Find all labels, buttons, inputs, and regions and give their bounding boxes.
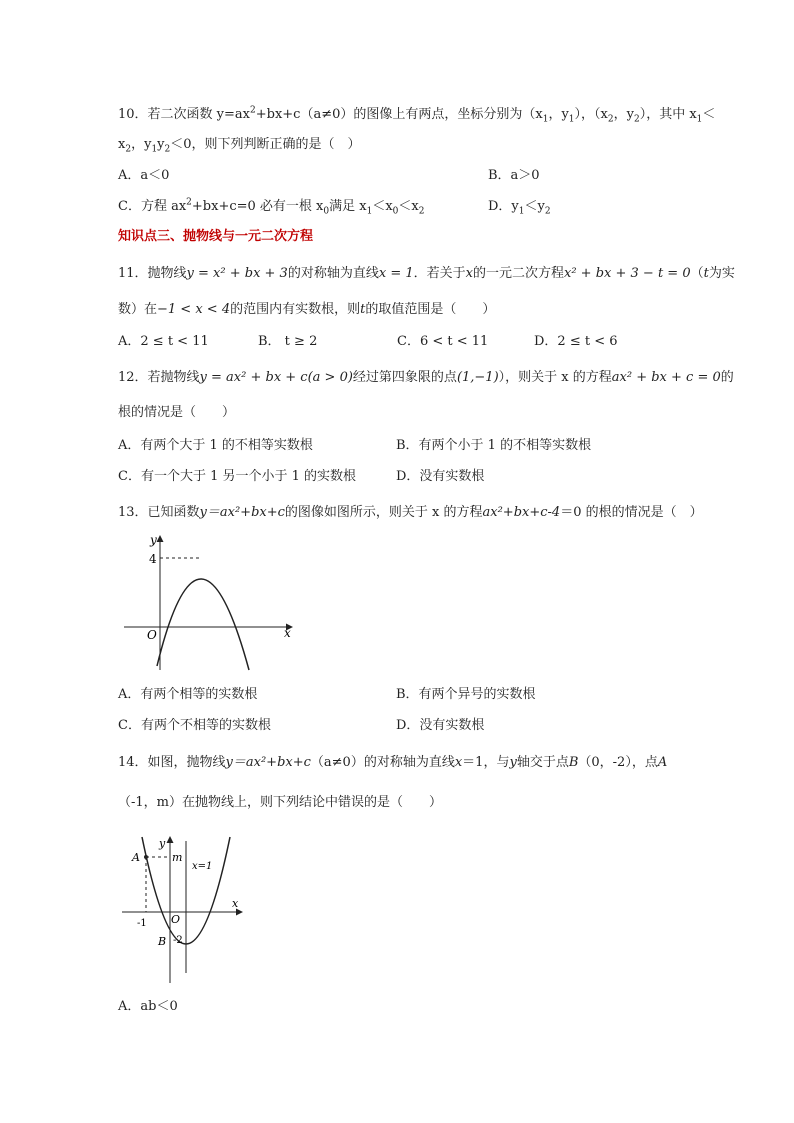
q13-stem-text: 13．已知函数 — [118, 505, 200, 520]
q10-option-c-text: ＜x — [372, 199, 393, 214]
q11-stem-text: 的取值范围是（ ） — [365, 302, 496, 317]
q12-equation: ax² + bx + c = 0 — [611, 370, 721, 385]
q10-option-d-text: D．y — [488, 199, 519, 214]
q14-neg2-label: -2 — [173, 935, 183, 946]
q14-y-label: y — [159, 837, 166, 850]
q13-option-a[interactable]: A．有两个相等的实数根 — [118, 687, 258, 702]
q12-equation: y = ax² + bx + c(a > 0) — [199, 370, 353, 385]
q11-stem-text: 数）在 — [118, 302, 158, 317]
q11-option-d[interactable]: D．2 ≤ t < 6 — [534, 334, 618, 349]
q13-parabola-curve — [157, 579, 249, 670]
q13-option-c[interactable]: C．有两个不相等的实数根 — [118, 718, 271, 733]
q13-x-label: x — [284, 626, 291, 640]
q11-option-b[interactable]: B． t ≥ 2 — [258, 334, 318, 349]
q14-equation: x — [454, 755, 463, 770]
q14-stem-text: 14．如图，抛物线 — [118, 755, 226, 770]
q11-option-c[interactable]: C．6 < t < 11 — [397, 334, 489, 349]
q14-stem-line1 — [118, 754, 667, 772]
q14-m-label: m — [172, 851, 183, 864]
q13-stem — [118, 504, 703, 522]
q10-option-b[interactable]: B．a＞0 — [488, 168, 540, 183]
q10-option-c[interactable]: C．方程 $ax^2+bx+c=0$ 必有一根 $x_0$满足 $x_1<x_0<x_2$ — [118, 197, 425, 217]
q10-option-a[interactable]: A．a＜0 — [118, 168, 170, 183]
q12-stem-line2: 根的情况是（ ） — [118, 405, 236, 420]
q12-option-b[interactable]: B．有两个小于 1 的不相等实数根 — [396, 438, 592, 453]
q13-max-label: 4 — [149, 552, 157, 566]
q14-parabola-graph — [118, 827, 248, 987]
q11-equation: y = x² + bx + 3 — [186, 266, 288, 281]
q14-origin-label: O — [171, 913, 181, 926]
q10-stem-text: ），其中 x — [639, 107, 697, 122]
q14-stem-text: （0，-2），点 — [578, 755, 658, 770]
q14-equation: B — [568, 755, 579, 770]
q13-origin-label: O — [147, 628, 157, 642]
q12-option-c[interactable]: C．有一个大于 1 另一个小于 1 的实数根 — [118, 469, 357, 484]
q11-option-a[interactable]: A．2 ≤ t < 11 — [118, 334, 209, 349]
section-title: 知识点三、抛物线与一元二次方程 — [118, 229, 314, 244]
q14-equation: y＝ax²+bx+c — [225, 755, 311, 770]
q14-point-b-label: B — [158, 935, 167, 948]
q10-option-c-text: ＜x — [398, 199, 419, 214]
q14-point-a — [144, 855, 148, 859]
q12-stem-text: 经过第四象限的点 — [352, 370, 457, 385]
q14-stem-text: ＝1，与 — [462, 755, 510, 770]
q14-equation: A — [657, 755, 668, 770]
q14-neg1-label: -1 — [137, 918, 147, 929]
q11-stem-text: （ — [690, 266, 704, 281]
q13-y-label: y — [150, 533, 157, 547]
q12-option-d[interactable]: D．没有实数根 — [396, 469, 485, 484]
q10-stem-text: ＜ — [702, 107, 716, 122]
q10-stem-text: ，y — [548, 107, 569, 122]
q11-stem-text: 为实 — [708, 266, 735, 281]
q12-stem-line1 — [118, 369, 734, 387]
q13-parabola-graph — [118, 530, 298, 672]
q11-equation: −1 < x < 4 — [157, 302, 231, 317]
q11-stem-text: 11．抛物线 — [118, 266, 187, 281]
q14-axis-label: x=1 — [192, 861, 213, 872]
q12-option-a[interactable]: A．有两个大于 1 的不相等实数根 — [118, 438, 313, 453]
q11-equation: x = 1 — [378, 266, 414, 281]
q10-stem-text: +bx+c（a≠0）的图像上有两点，坐标分别为（x — [255, 107, 543, 122]
q10-stem-text: x — [118, 137, 126, 152]
q11-stem-text: 的一元二次方程 — [472, 266, 564, 281]
q13-stem-text: ＝0 的根的情况是（ ） — [560, 505, 703, 520]
q10-option-d[interactable]: D．$y_1<y_2$ — [488, 199, 551, 217]
q11-stem-text: ．若关于 — [413, 266, 466, 281]
q10-option-d-text: ＜y — [524, 199, 545, 214]
q10-stem-text: ，y — [613, 107, 634, 122]
q11-stem-line1 — [118, 265, 735, 283]
q14-x-label: x — [232, 897, 239, 910]
q14-stem-text: 轴交于点 — [516, 755, 569, 770]
q10-option-c-text: +bx+c=0 必有一根 x — [191, 199, 324, 214]
q12-stem-text: 的 — [720, 370, 734, 385]
q14-option-a[interactable]: A．ab＜0 — [118, 999, 178, 1014]
q12-equation: (1,−1) — [456, 370, 499, 385]
q13-option-d[interactable]: D．没有实数根 — [396, 718, 485, 733]
q10-stem-line2: $x_2$，$y_1y_2<0$，则下列判断正确的是（ ） — [118, 137, 361, 155]
q10-stem-text: ），（x — [574, 107, 608, 122]
q10-option-c-text: C．方程 ax — [118, 199, 187, 214]
q14-stem-text: （a≠0）的对称轴为直线 — [310, 755, 455, 770]
q14-point-a-label: A — [132, 851, 140, 864]
q10-stem-text: ，y — [131, 137, 152, 152]
q11-equation: x — [465, 266, 473, 281]
q10-stem-line1: 10．若二次函数 $y=ax^2+bx+c(a\ne 0)$的图像上有两点，坐标分别为（$x_1$，$y_1$），（$x_2$，$y_2$），其中 $x_1<$ — [118, 105, 716, 125]
q11-stem-text: 的对称轴为直线 — [287, 266, 379, 281]
q13-stem-text: 的图像如图所示，则关于 x 的方程 — [284, 505, 483, 520]
q14-stem-line2: （-1，m）在抛物线上，则下列结论中错误的是（ ） — [118, 795, 442, 810]
q10-stem-text: y — [157, 137, 165, 152]
q10-stem-text: ＜0，则下列判断正确的是（ ） — [170, 137, 361, 152]
q10-stem-text: 10．若二次函数 y=ax — [118, 107, 250, 122]
q11-stem-line2 — [118, 301, 495, 319]
q11-equation: x² + bx + 3 − t = 0 — [564, 266, 691, 281]
q13-option-b[interactable]: B．有两个异号的实数根 — [396, 687, 536, 702]
q13-equation: ax²+bx+c-4 — [482, 505, 561, 520]
q11-stem-text: 的范围内有实数根，则 — [230, 302, 361, 317]
q12-stem-text: ），则关于 x 的方程 — [498, 370, 612, 385]
q11-equation: t — [360, 302, 366, 317]
q13-equation: y＝ax²+bx+c — [199, 505, 285, 520]
q11-equation: t — [703, 266, 709, 281]
q14-equation: y — [509, 755, 517, 770]
q10-option-c-text: 满足 x — [329, 199, 367, 214]
q12-stem-text: 12．若抛物线 — [118, 370, 200, 385]
